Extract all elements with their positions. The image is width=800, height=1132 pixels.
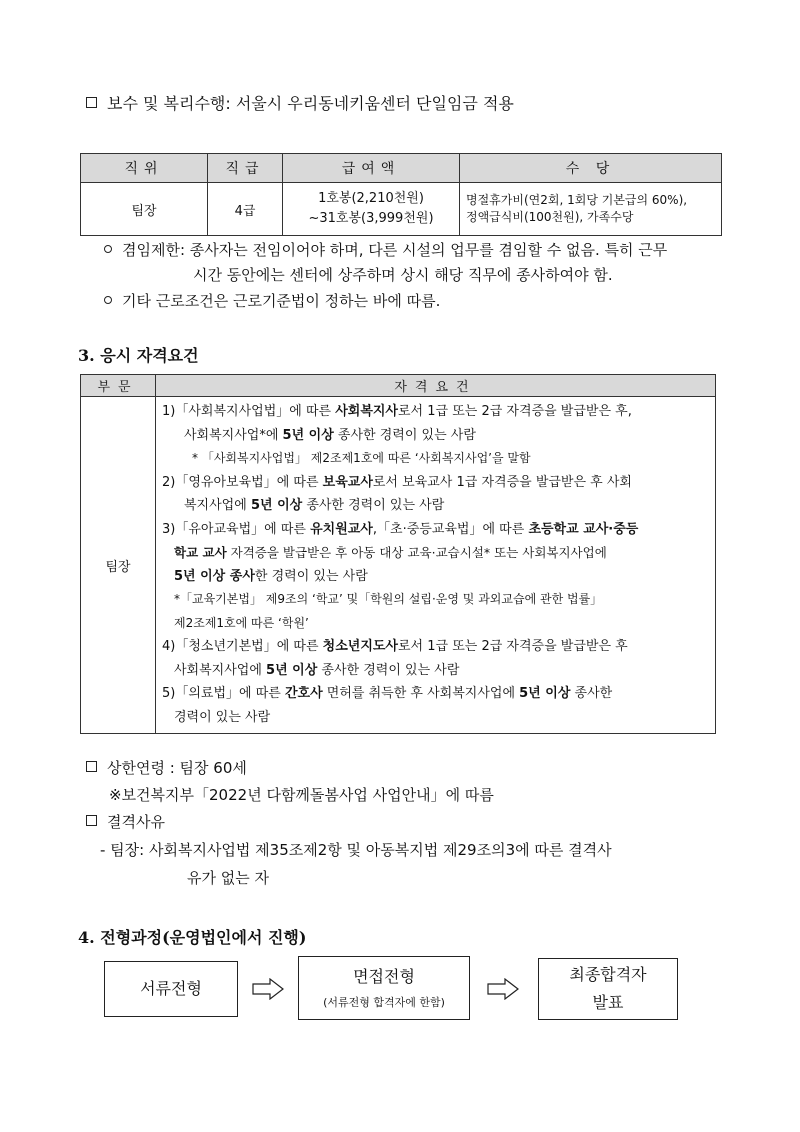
list-item: 복지사업에 5년 이상 종사한 경력이 있는 사람: [184, 498, 445, 513]
list-item: *「교육기본법」 제9조의 ‘학교’ 및「학원의 설립·운영 및 과외교습에 관한 법률」: [174, 592, 603, 606]
qual-requirements: [156, 397, 716, 734]
disqualification-b: 유가 없는 자: [187, 869, 269, 887]
allowance-line-2: 정액급식비(100천원), 가족수당: [466, 210, 634, 224]
list-item: 2)「영유아보육법」에 따른 보육교사로서 보육교사 1급 자격증을 발급받은 후 사회: [162, 474, 632, 490]
circle-bullet-icon: [104, 245, 112, 253]
list-item: 사회복지사업*에 5년 이상 종사한 경력이 있는 사람: [184, 427, 476, 443]
pay-cell-position: 팀장: [81, 183, 208, 236]
pay-header-salary: 급여액: [283, 154, 460, 183]
qual-header-category: 부문: [81, 375, 156, 397]
disqualification-heading: 결격사유: [86, 811, 165, 833]
age-reference: ※보건복지부「2022년 다함께돌봄사업 사업안내」에 따름: [109, 786, 494, 804]
qualification-title: 3. 응시 자격요건: [78, 346, 199, 365]
list-item: 1)「사회복지사업법」에 따른 사회복지사로서 1급 또는 2급 자격증을 발급받은 후,: [162, 404, 632, 419]
square-bullet-icon: [86, 97, 97, 108]
step-document-screening: 서류전형: [104, 961, 238, 1017]
circle-bullet-icon: [104, 296, 112, 304]
step-interview: 면접전형 (서류전형 합격자에 한함): [298, 956, 470, 1020]
pay-header-allowance: 수 당: [460, 154, 722, 183]
list-item: * 「사회복지사업법」 제2조제1호에 따른 ‘사회복지사업’을 말함: [192, 451, 531, 465]
note-concurrent-a: 겸임제한: 종사자는 전임이어야 하며, 다른 시설의 업무를 겸임할 수 없음. 특히 근무: [104, 239, 667, 261]
list-item: 경력이 있는 사람: [174, 709, 271, 725]
list-item: 제2조제1호에 따른 ‘학원’: [174, 615, 309, 630]
allowance-line-1: 명절휴가비(연2회, 1회당 기본급의 60%),: [466, 193, 688, 207]
arrow-right-icon: [487, 978, 519, 1000]
table-row: [81, 397, 716, 734]
pay-table: [80, 153, 722, 236]
table-row: [81, 183, 722, 236]
pay-header-grade: 직급: [208, 154, 283, 183]
square-bullet-icon: [86, 815, 97, 826]
note-concurrent-b: 시간 동안에는 센터에 상주하며 상시 해당 직무에 종사하여야 함.: [193, 266, 613, 284]
age-limit: 상한연령 : 팀장 60세: [86, 757, 247, 779]
list-item: 4)「청소년기본법」에 따른 청소년지도사로서 1급 또는 2급 자격증을 발급받은 후: [162, 639, 628, 654]
list-item: 학교 교사 자격증을 발급받은 후 아동 대상 교육·교습시설* 또는 사회복지사업에: [174, 545, 607, 560]
process-title: 4. 전형과정(운영법인에서 진행): [78, 928, 307, 947]
pay-cell-salary: [283, 183, 460, 236]
arrow-right-icon: [252, 978, 284, 1000]
pay-cell-allowance: [460, 183, 722, 236]
salary-max: ~31호봉(3,999천원): [308, 211, 434, 226]
list-item: 사회복지사업에 5년 이상 종사한 경력이 있는 사람: [174, 662, 460, 678]
list-item: 3)「유아교육법」에 따른 유치원교사,「초·중등교육법」에 따른 초등학교 교사·중등: [162, 521, 639, 537]
disqualification-a: - 팀장: 사회복지사업법 제35조제2항 및 아동복지법 제29조의3에 따른 결격사: [100, 841, 612, 859]
pay-heading: 보수 및 복리수행: 서울시 우리동네키움센터 단일임금 적용: [86, 93, 514, 115]
list-item: 5년 이상 종사한 경력이 있는 사람: [174, 568, 368, 584]
list-item: 5)「의료법」에 따른 간호사 면허를 취득한 후 사회복지사업에 5년 이상 종사한: [162, 686, 613, 701]
step-final-announcement: 최종합격자 발표: [538, 958, 678, 1020]
qual-category: 팀장: [81, 397, 156, 734]
note-labor: 기타 근로조건은 근로기준법이 정하는 바에 따름.: [104, 290, 440, 312]
qualification-table: [80, 374, 716, 734]
pay-cell-grade: 4급: [208, 183, 283, 236]
square-bullet-icon: [86, 761, 97, 772]
pay-header-position: 직위: [81, 154, 208, 183]
qual-header-requirements: 자격요건: [156, 375, 716, 397]
salary-min: 1호봉(2,210천원): [318, 191, 424, 206]
